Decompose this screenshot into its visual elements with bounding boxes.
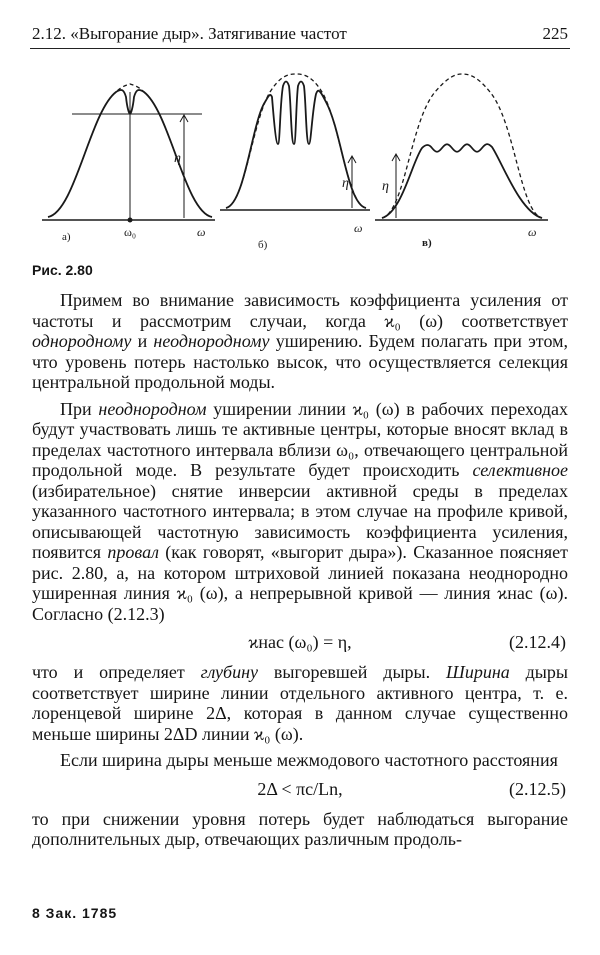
panel-c-omega-label: ω (528, 225, 537, 239)
page-number: 225 (542, 24, 568, 43)
text-run: (как говорят, «выгорит дыра»). Сказанное поясняет рис. 2.80, а, на котором штриховой линией показана неоднородно уширенная линия ϰ₀ (ω), а непрерывной кривой — линия ϰнас (ω). Согласно (2.12.3) (32, 542, 568, 624)
paragraph-4: Если ширина дыры меньше межмодового частотного расстояния (60, 750, 558, 770)
panel-c (375, 74, 548, 220)
equation-number: (2.12.4) (509, 632, 566, 652)
running-head (32, 22, 568, 46)
paragraph-5: то при снижении уровня потерь будет наблюдаться выгорание дополнительных дыр, отвечающих различным продоль- (32, 808, 568, 849)
text-run: дыры соответствует ширине линии отдельного активного центра, т. е. лоренцевой ширине 2Δ, которая в данном случае существенно меньше ширины 2ΔD линии ϰ₀ (ω). (32, 662, 568, 744)
panel-a-label: а) (62, 231, 71, 243)
header-rule (30, 48, 570, 49)
equation-body: 2Δ < πc/Ln, (257, 778, 343, 799)
term-inhomogeneous: неоднородному (153, 331, 270, 351)
equation-number: (2.12.5) (509, 778, 566, 799)
paragraph-1 (32, 290, 568, 393)
equation-2-12-4 (32, 629, 568, 657)
panel-a-omega0-dot (128, 218, 133, 223)
term-width: Ширина (446, 662, 510, 682)
text-run: При (60, 398, 99, 419)
figure-caption: Рис. 2.80 (32, 262, 93, 278)
text-run: (избирательное) снятие инверсии активной среды в пределах указанного частотного интервала; в этом случае на профиле кривой, описывающей частотную зависимость коэффициента усиления, появится (32, 480, 568, 562)
panel-c-eta-label: η (382, 179, 389, 194)
panel-a (42, 84, 215, 223)
printer-signature: 8 Зак. 1785 (32, 905, 118, 921)
paragraph-2 (32, 399, 568, 625)
panel-c-saturated-line (382, 144, 542, 218)
figure-graphs (30, 52, 570, 262)
panel-b-label: б) (258, 239, 268, 251)
panel-b-eta-label: η (342, 176, 349, 191)
term-depth: глубину (200, 662, 259, 682)
body-text (32, 290, 568, 850)
term-dip: провал (107, 542, 159, 562)
equation-2-12-5 (32, 776, 568, 804)
panel-a-omega-label: ω (197, 225, 206, 239)
term-selective: селективное (472, 460, 568, 480)
text-run: Примем во внимание зависимость коэффициента усиления от частоты и рассмотрим случаи, когда ϰ₀ (ω) соответствует (32, 290, 568, 331)
equation-body: ϰнас (ω₀) = η, (248, 632, 352, 652)
paragraph-3 (32, 662, 568, 744)
figure-2-80 (30, 52, 570, 262)
term-homogeneous: однородному (32, 331, 132, 351)
panel-a-eta-label: η (174, 151, 181, 166)
text-run: уширении линии ϰ₀ (ω) в рабочих переходах будут участвовать лишь те активные центры, которые вносят вклад в пределах частотного интервала вблизи ω₀, отвечающего центральной продольной моде. В результате будет происходить (32, 398, 568, 480)
text-run: уширению. Будем полагать при этом, что уровень потерь настолько высок, что осуществляется селекция центральной продольной моды. (32, 331, 568, 392)
text-run: выгоревшей дыры. (258, 662, 447, 682)
panel-a-omega0-label: ω₀ (124, 225, 137, 239)
text-run: что и определяет (32, 662, 201, 682)
term-inhomogeneous-2: неоднородном (98, 398, 207, 419)
panel-b-omega-label: ω (354, 221, 363, 235)
text-run: и (131, 331, 154, 351)
panel-c-label: в) (422, 237, 432, 249)
section-title: 2.12. «Выгорание дыр». Затягивание частот (32, 24, 347, 43)
